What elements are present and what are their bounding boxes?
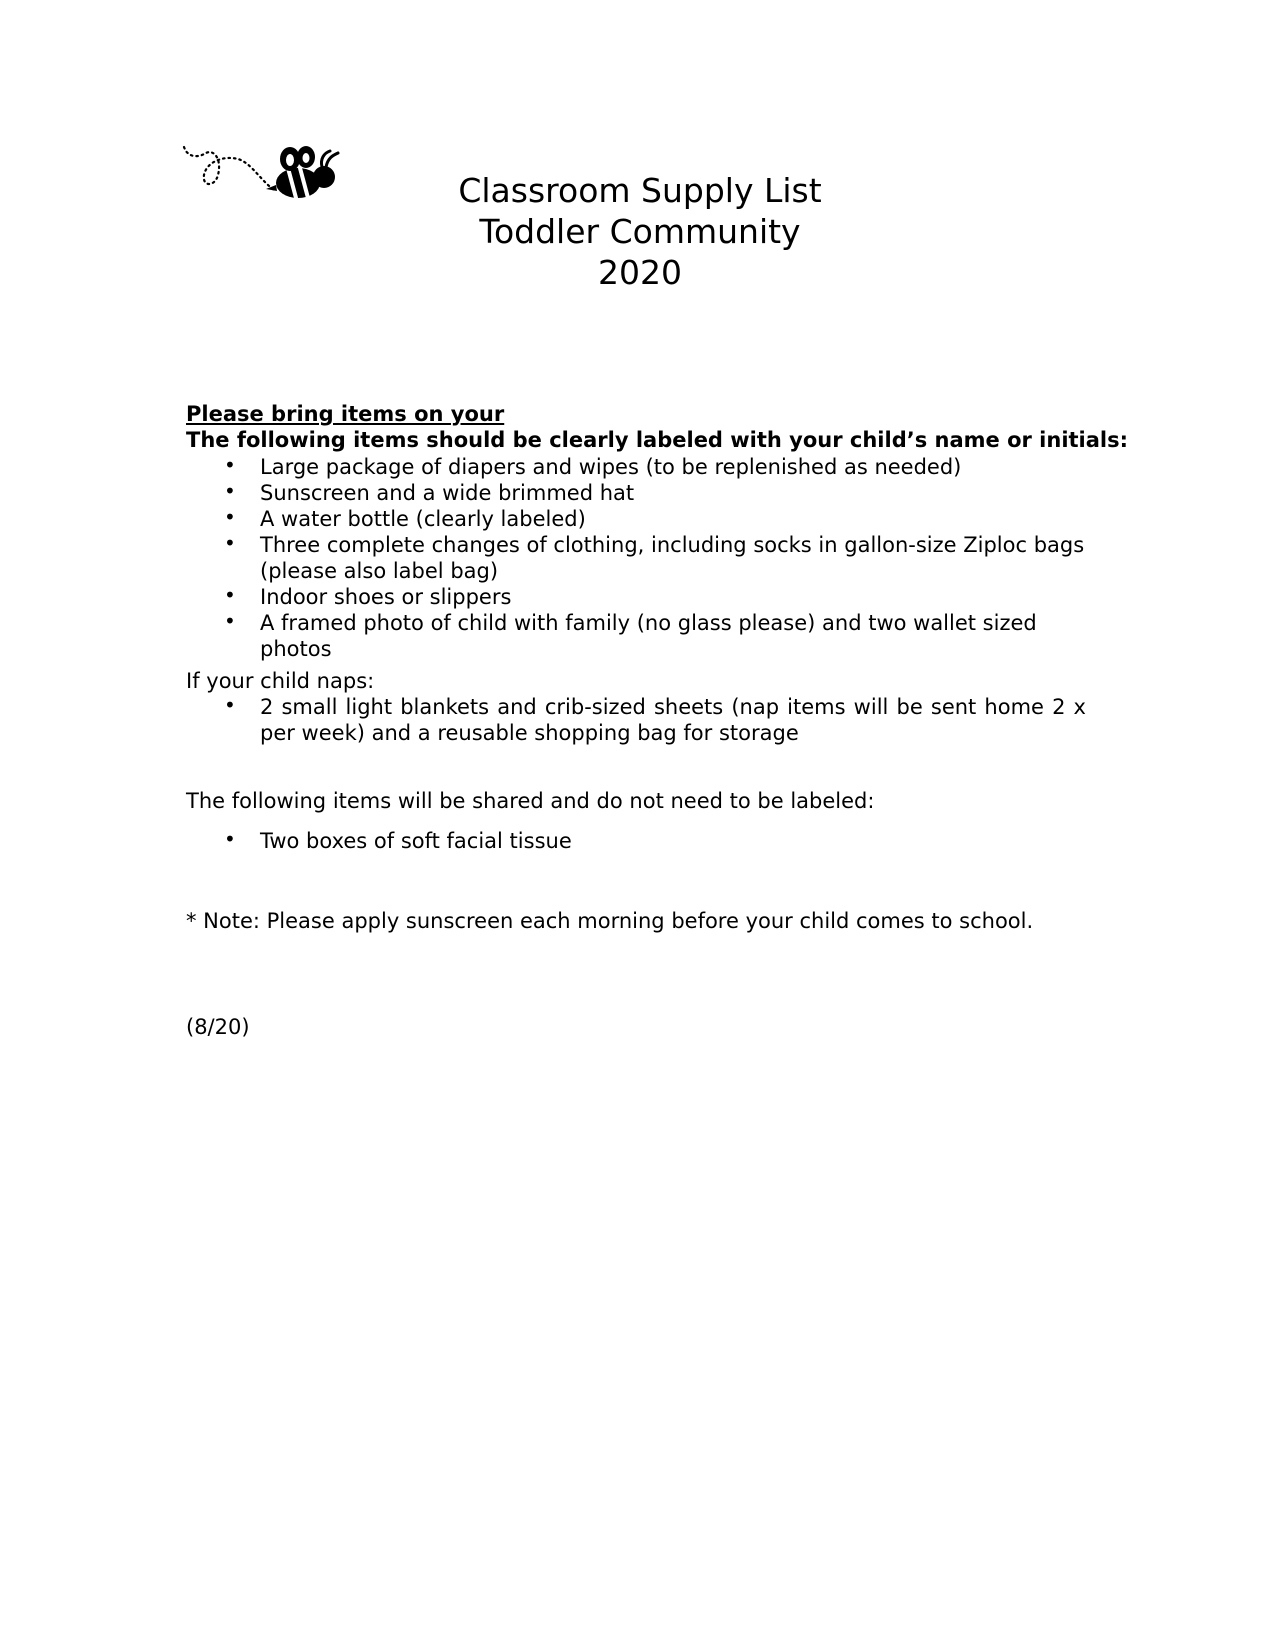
list-item <box>186 506 1086 532</box>
title-line: Classroom Supply List <box>458 171 822 210</box>
naps-items-list <box>186 694 1086 746</box>
labeled-items-list <box>186 454 1086 662</box>
sunscreen-note: * Note: Please apply sunscreen each morning before your child comes to school. <box>186 909 1034 933</box>
bullet-icon: • <box>224 827 236 851</box>
list-item-text: Large package of diapers and wipes (to be replenished as needed) <box>260 455 962 479</box>
list-item <box>186 532 1086 584</box>
naps-heading: If your child naps: <box>186 669 375 693</box>
subtitle-line: Toddler Community <box>479 212 801 251</box>
list-item <box>186 480 1086 506</box>
list-item-text: A framed photo of child with family (no glass please) and two wallet sized photos <box>260 611 1037 661</box>
shared-heading: The following items will be shared and do not need to be labeled: <box>186 789 875 813</box>
label-items-instruction: The following items should be clearly labeled with your child’s name or initials: <box>186 428 1129 452</box>
list-item <box>186 454 1086 480</box>
shared-items-list <box>186 828 1086 854</box>
list-item-text: Two boxes of soft facial tissue <box>260 829 572 853</box>
bullet-icon: • <box>224 583 236 607</box>
list-item-text: Indoor shoes or slippers <box>260 585 512 609</box>
bullet-icon: • <box>224 693 236 717</box>
document-title <box>380 170 900 293</box>
list-item-text: 2 small light blankets and crib-sized sheets (nap items will be sent home 2 x per week) and a reusable shopping bag for storage <box>260 695 1086 745</box>
list-item <box>186 584 1086 610</box>
bring-items-instruction: Please bring items on your <box>186 402 505 426</box>
list-item-text: Sunscreen and a wide brimmed hat <box>260 481 635 505</box>
bullet-icon: • <box>224 531 236 555</box>
bee-icon <box>182 145 342 205</box>
revision-date: (8/20) <box>186 1015 250 1039</box>
list-item-text: Three complete changes of clothing, including socks in gallon-size Ziploc bags (please also label bag) <box>260 533 1085 583</box>
bullet-icon: • <box>224 609 236 633</box>
list-item <box>186 694 1086 746</box>
list-item <box>186 828 1086 854</box>
bullet-icon: • <box>224 453 236 477</box>
year-line: 2020 <box>598 253 682 292</box>
list-item-text: A water bottle (clearly labeled) <box>260 507 586 531</box>
bullet-icon: • <box>224 505 236 529</box>
list-item <box>186 610 1086 662</box>
bullet-icon: • <box>224 479 236 503</box>
